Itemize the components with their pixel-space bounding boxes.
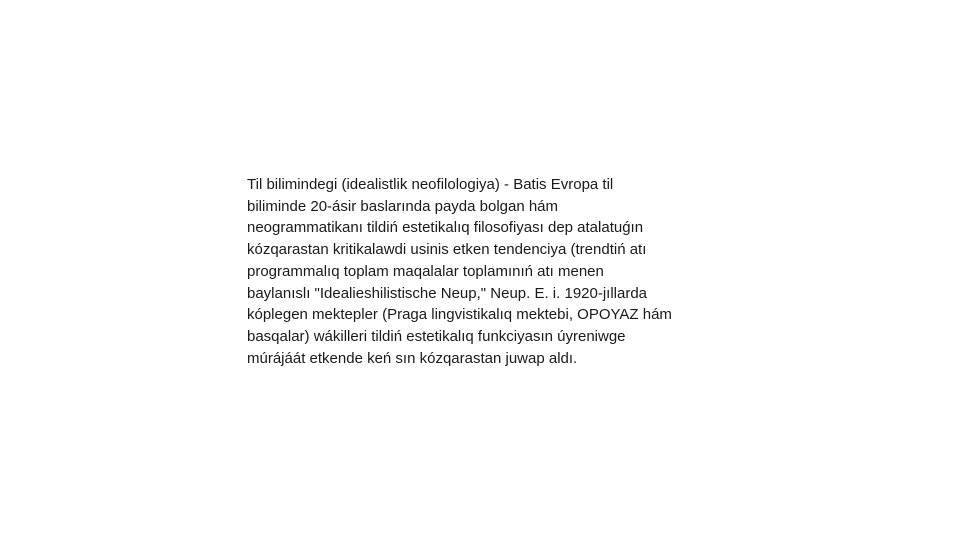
paragraph-line: kóplegen mektepler (Praga lingvistikalıq mektebi, OPOYAZ hám bbox=[247, 306, 672, 324]
paragraph-line: baylanıslı "Idealieshilistische Neup," Neup. E. i. 1920-jıllarda bbox=[247, 284, 648, 302]
paragraph-line: programmalıq toplam maqalalar toplamınıń atı menen bbox=[247, 262, 604, 280]
paragraph-line: Til bilimindegi (idealistlik neofilologiya) - Batis Evropa til bbox=[247, 176, 614, 193]
paragraph-line: basqalar) wákilleri tildiń estetikalıq funkciyasın úyreniwge bbox=[247, 327, 626, 345]
paragraph-line: neogrammatikanı tildiń estetikalıq filosofiyası dep atalatuǵın bbox=[247, 219, 644, 237]
paragraph-line: biliminde 20-ásir baslarında payda bolgan hám bbox=[247, 197, 559, 215]
body-text-box bbox=[247, 174, 727, 369]
paragraph-line: kózqarastan kritikalawdi usinis etken tendenciya (trendtiń atı bbox=[247, 241, 647, 259]
paragraph-line: múrájáát etkende keń sın kózqarastan juwap aldı. bbox=[247, 349, 578, 367]
